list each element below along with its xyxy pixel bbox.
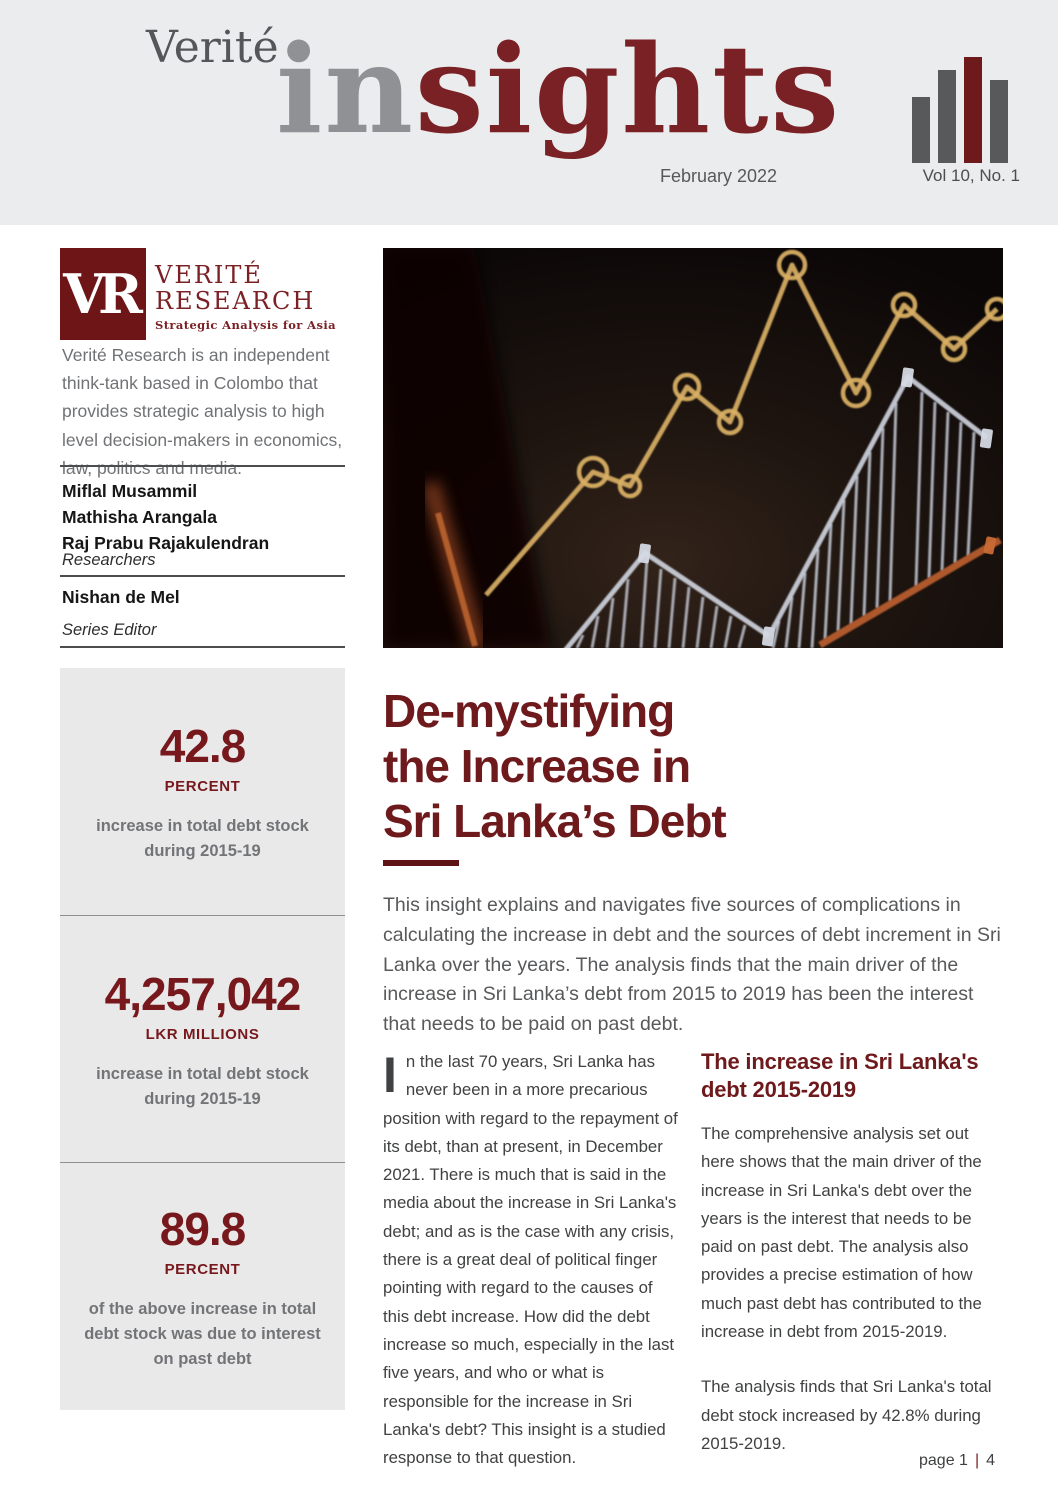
body-column-left [383,1048,679,1485]
stat-unit: PERCENT [164,777,241,795]
bar-3-accent [964,57,982,163]
vr-tagline: Strategic Analysis for Asia [155,318,336,332]
stat-caption: increase in total debt stock during 2015-19 [96,1064,309,1108]
stat-interest-share-percent [60,1162,345,1410]
stat-value: 4,257,042 [104,967,301,1020]
brand-insights-sights: sights [415,17,842,161]
article-standfirst: This insight explains and navigates five sources of complications in calculating the increase in debt and the sources of debt increment in Sri Lanka over the years. The analysis finds that the main driver of the increase in Sri Lanka’s debt from 2015 to 2019 has been the interest that needs to be paid on past debt. [383,894,1001,1036]
chalkboard-chart-illustration [383,248,1003,648]
brand-verite: Verité [146,22,279,73]
brand-insights-in: in [276,17,416,161]
bar-4 [990,80,1008,163]
researchers-label: Researchers [62,551,156,569]
page-separator: | [974,1452,980,1469]
bar-1 [912,97,930,163]
article-title-line3: Sri Lanka’s Debt [383,795,726,847]
stat-caption: increase in total debt stock during 2015-19 [96,816,309,860]
page-label: page 1 [919,1452,968,1469]
stat-unit: LKR MILLIONS [145,1025,260,1043]
brand-insights [276,17,842,161]
body-paragraph: The comprehensive analysis set out here shows that the main driver of the increase in Sri Lanka's debt over the years is the interest that needs to be paid on past debt. The analysis also provides a precise estimation of how much past debt has contributed to the increase in debt from 2015-2019. [701,1124,982,1342]
researcher-name: Miflal Musammil [62,481,198,501]
page-number [919,1452,995,1470]
section-heading: The increase in Sri Lanka's debt 2015-2019 [701,1049,979,1102]
article-title-line2: the Increase in [383,740,691,792]
issue-volume: Vol 10, No. 1 [922,166,1020,185]
body-column-right [701,1048,1005,1485]
stat-debt-increase-lkr [60,915,345,1163]
title-accent-rule [383,860,459,866]
page-total: 4 [986,1452,995,1469]
vr-monogram [60,248,146,340]
about-text: Verité Research is an independent think-tank based in Colombo that provides strategic analysis to high level decision-makers in economics, law, politics and media. [62,345,343,478]
series-editor-name: Nishan de Mel [62,587,180,607]
issue-date: February 2022 [660,166,778,186]
hero-image [383,248,1003,648]
stat-debt-increase-percent [60,668,345,915]
researcher-name: Raj Prabu Rajakulendran [62,533,270,553]
divider [60,575,345,577]
masthead [0,0,1058,225]
article-title-line1: De-mystifying [383,685,675,737]
dropcap: I [383,1047,397,1103]
body-paragraph: n the last 70 years, Sri Lanka has never been in a more precarious position with regard to the repayment of its debt, than at present, in December 2021. There is much that is said in the media about the increase in Sri Lanka's debt; and as is the case with any crisis, there is a great deal of political finger pointing with regard to the causes of this debt increase. How did the debt increase so much, especially in the last five years, and who or what is responsible for the increase in Sri Lanka's debt? This insight is a studied response to that question. [383,1052,678,1468]
stat-value: 42.8 [159,719,246,772]
vr-name-line2: RESEARCH [155,287,316,315]
researcher-name: Mathisha Arangala [62,507,217,527]
bar-chart-icon [912,57,1012,163]
divider [60,646,345,648]
stat-caption: of the above increase in total debt stock was due to interest on past debt [84,1299,321,1368]
series-editor-label: Series Editor [62,621,157,639]
article-title [383,684,1003,849]
bar-2 [938,70,956,163]
verite-research-logo [60,248,345,340]
stat-unit: PERCENT [164,1260,241,1278]
key-stats-panel [60,668,345,1410]
vr-name-line1: VERITÉ [155,261,263,289]
stat-value: 89.8 [159,1202,246,1255]
body-paragraph: The analysis finds that Sri Lanka's total debt stock increased by 42.8% during 2015-2019. [701,1377,992,1453]
article-body-columns [383,1048,1005,1485]
divider [60,465,345,467]
researcher-names [62,478,269,556]
vr-logo-text [155,248,336,340]
vr-monogram-text: VR [63,262,136,326]
